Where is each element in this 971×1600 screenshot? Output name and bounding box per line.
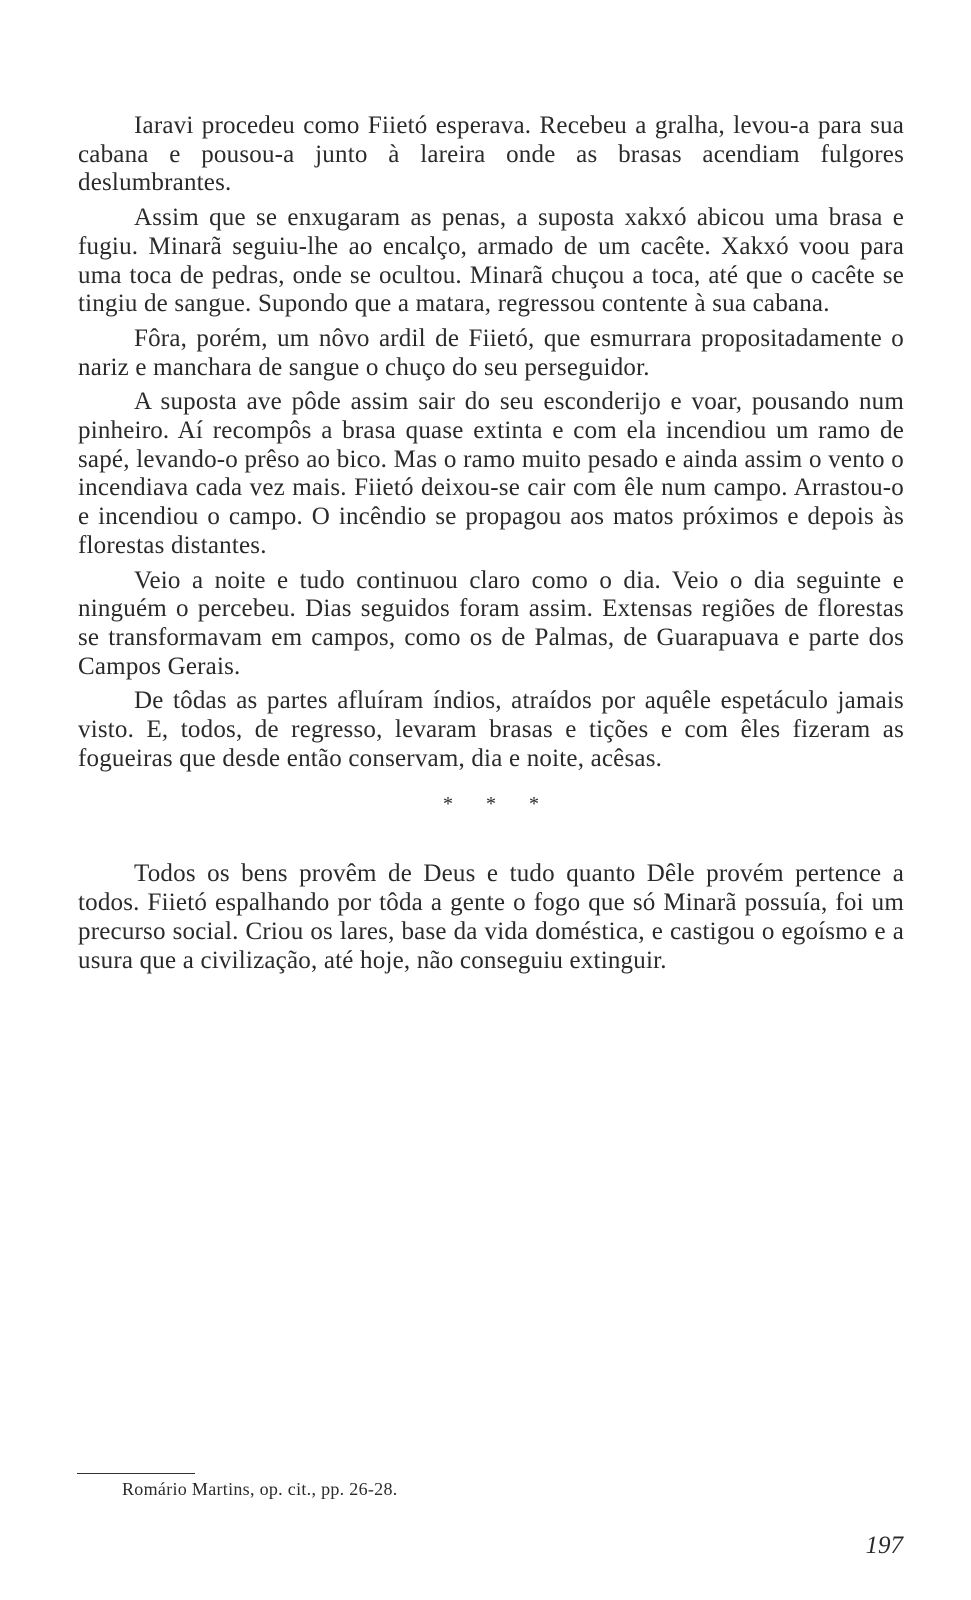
closing-paragraph: Todos os bens provêm de Deus e tudo quanto Dêle provém pertence a todos. Fiietó espalhando por tôda a gente o fogo que só Minarã possuía, foi um precurso social. Criou os lares, base da vida doméstica, e castigou o egoísmo e a usura que a civilização, até hoje, não conseguiu extinguir. <box>78 860 904 974</box>
paragraph-2: Assim que se enxugaram as penas, a suposta xakxó abicou uma brasa e fugiu. Minarã seguiu-lhe ao encalço, armado de um cacête. Xakxó voou para uma toca de pedras, onde se ocultou. Minarã chuçou a toca, até que o cacête se tingiu de sangue. Supondo que a matara, regressou contente à sua cabana. <box>78 204 904 318</box>
paragraph-1: Iaravi procedeu como Fiietó esperava. Recebeu a gralha, levou-a para sua cabana e pousou-a junto à lareira onde as brasas acendiam fulgores deslumbrantes. <box>78 112 904 197</box>
paragraph-3: Fôra, porém, um nôvo ardil de Fiietó, que esmurrara propositadamente o nariz e manchara de sangue o chuço do seu perseguidor. <box>78 324 904 381</box>
paragraph-5: Veio a noite e tudo continuou claro como o dia. Veio o dia seguinte e ninguém o percebeu. Dias seguidos foram assim. Extensas regiões de florestas se transformavam em campos, como os de Palmas, de Guarapuava e parte dos Campos Gerais. <box>78 566 904 680</box>
paragraph-6: De tôdas as partes afluíram índios, atraídos por aquêle espetáculo jamais visto. E, todos, de regresso, levaram brasas e tições e com êles fizeram as fogueiras que desde então conservam, dia e noite, acêsas. <box>78 687 904 772</box>
footnote: Romário Martins, op. cit., pp. 26-28. <box>122 1479 398 1499</box>
section-separator: * * * <box>443 793 553 816</box>
page-body <box>78 112 904 981</box>
page-number: 197 <box>865 1532 903 1559</box>
footnote-rule <box>77 1473 195 1474</box>
paragraph-4: A suposta ave pôde assim sair do seu esconderijo e voar, pousando num pinheiro. Aí recompôs a brasa quase extinta e com ela incendiou um ramo de sapé, levando-o prêso ao bico. Mas o ramo muito pesado e ainda assim o vento o incendiava cada vez mais. Fiietó deixou-se cair com êle num campo. Arrastou-o e incendiou o campo. O incêndio se propagou aos matos próximos e depois às florestas distantes. <box>78 388 904 559</box>
